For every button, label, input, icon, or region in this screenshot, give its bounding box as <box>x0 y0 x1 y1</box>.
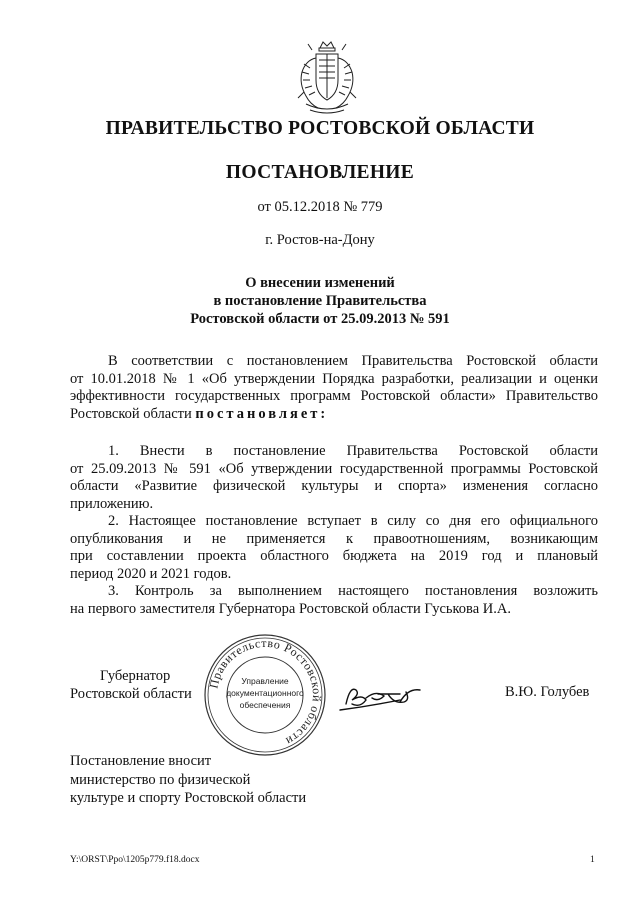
paragraph-line: приложению. <box>70 495 154 512</box>
document-subject <box>60 274 580 328</box>
paragraph-line: период 2020 и 2021 годов. <box>70 565 232 582</box>
org-title: ПРАВИТЕЛЬСТВО РОСТОВСКОЙ ОБЛАСТИ <box>105 118 535 139</box>
page-number: 1 <box>590 855 595 865</box>
seal-center-line: Управление <box>241 676 289 686</box>
footer-file-path: Y:\ORST\Ppo\1205p779.f18.docx <box>70 855 200 865</box>
seal-center-line: обеспечения <box>239 700 291 710</box>
submitter-line: министерство по физической <box>70 771 251 788</box>
paragraph-line: от 25.09.2013 № 591 «Об утверждении государственной программы Ростовской <box>70 460 598 477</box>
paragraph-line: 2. Настоящее постановление вступает в силу со дня его официального <box>108 513 598 529</box>
paragraph-line: области «Развитие физической культуры и спорта» изменения согласно <box>70 478 598 494</box>
paragraph-line: 3. Контроль за выполнением настоящего постановления возложить <box>108 583 598 599</box>
item-paragraph-3 <box>70 583 598 618</box>
subject-line: в постановление Правительства <box>213 293 427 309</box>
paragraph-line: В соответствии с постановлением Правительства Ростовской области <box>108 353 598 369</box>
seal-center-line: документационного <box>226 688 304 698</box>
paragraph-line: опубликования и не применяется к правоотношениям, возникающим <box>70 530 598 547</box>
official-seal-stamp <box>202 632 328 758</box>
submitter-line: Постановление вносит <box>70 753 212 769</box>
seal-ring-text: Правительство Ростовской области <box>206 635 325 749</box>
submitter-note <box>70 752 306 808</box>
paragraph-line <box>70 406 598 424</box>
paragraph-line: от 10.01.2018 № 1 «Об утверждении Порядка разработки, реализации и оценки <box>70 370 598 387</box>
paragraph-line: 1. Внести в постановление Правительства Ростовской области <box>108 443 598 459</box>
subject-line: О внесении изменений <box>245 275 395 291</box>
paragraph-line: на первого заместителя Губернатора Ростовской области Гуськова И.А. <box>70 600 511 617</box>
coat-of-arms-emblem <box>296 38 358 118</box>
signatory-position-line: Губернатор <box>100 668 171 684</box>
preamble-last-text: Ростовской области <box>70 405 196 422</box>
submitter-line: культуре и спорту Ростовской области <box>70 790 307 806</box>
preamble-paragraph <box>70 353 598 423</box>
document-date-number: от 05.12.2018 № 779 <box>257 199 383 215</box>
signatory-name: В.Ю. Голубев <box>505 684 590 700</box>
document-type-title: ПОСТАНОВЛЕНИЕ <box>225 162 415 183</box>
subject-line: Ростовской области от 25.09.2013 № 591 <box>190 311 450 327</box>
document-city: г. Ростов-на-Дону <box>265 232 375 248</box>
paragraph-line: при составлении проекта областного бюджета на 2019 год и плановый <box>70 548 598 564</box>
item-paragraph-2 <box>70 513 598 583</box>
signatory-position <box>70 667 192 703</box>
signatory-position-line: Ростовской области <box>70 686 192 702</box>
item-paragraph-1 <box>70 443 598 513</box>
resolves-word: постановляет: <box>195 405 329 422</box>
paragraph-line: эффективности государственных программ Ростовской области» Правительство <box>70 388 598 404</box>
handwritten-signature <box>338 674 438 718</box>
